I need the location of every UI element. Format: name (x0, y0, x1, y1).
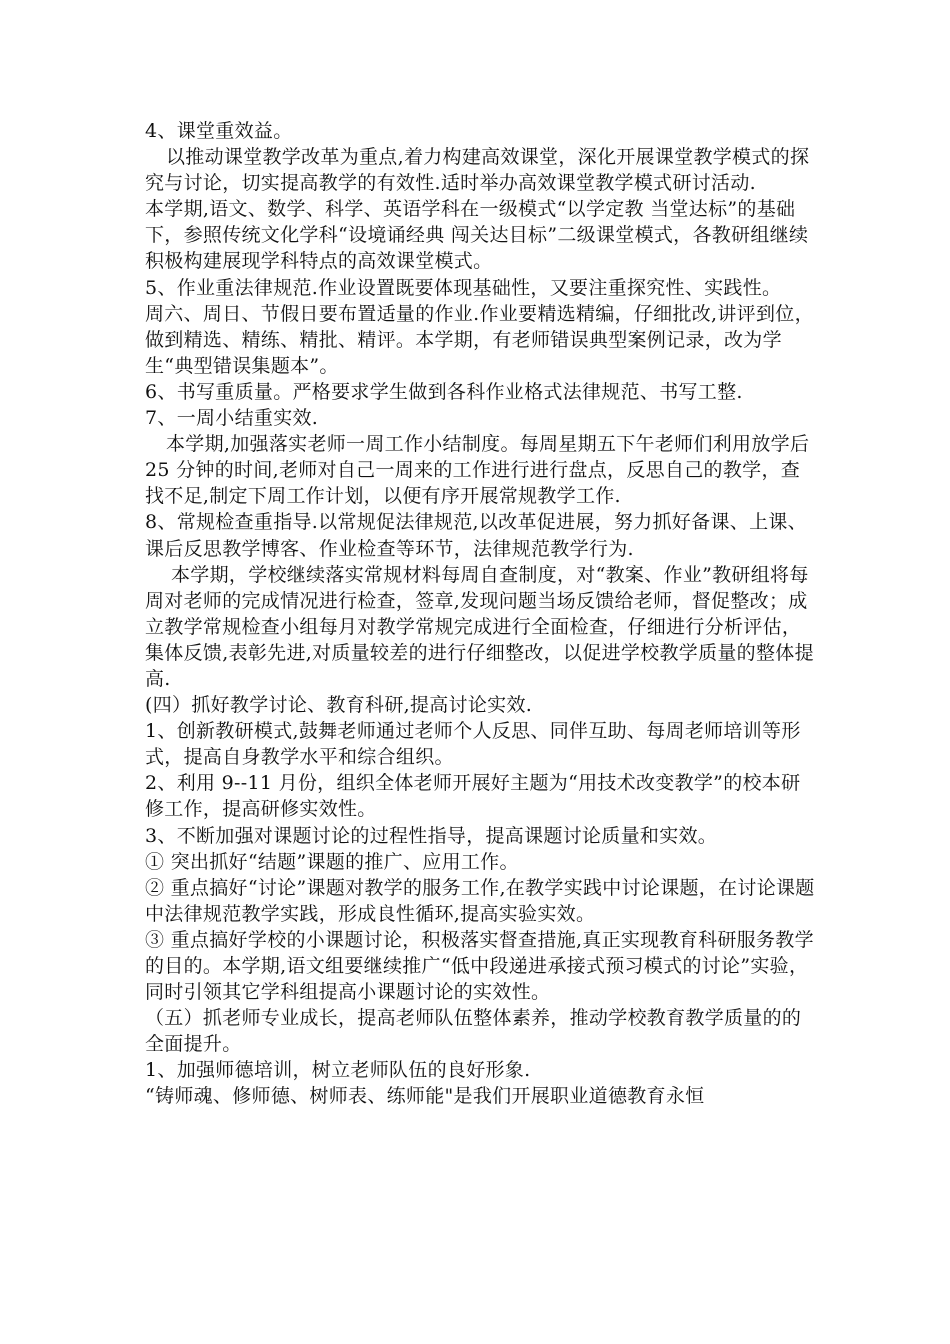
paragraph: 本学期,语文、数学、科学、英语学科在一级模式“以学定教 当堂达标”的基础下，参照传统文化学科“设境诵经典 闯关达目标”二级课堂模式，各教研组继续积极构建展现学科特点的高效课堂模式。 (145, 198, 809, 273)
paragraph: 以推动课堂教学改革为重点,着力构建高效课堂，深化开展课堂教学模式的探究与讨论，切实提高教学的有效性.适时举办高效课堂教学模式研讨活动. (145, 146, 810, 195)
section-heading-5: （五）抓老师专业成长，提高老师队伍整体素养，推动学校教育教学质量的的全面提升。 (145, 1007, 802, 1056)
paragraph: 本学期,加强落实老师一周工作小结制度。每周星期五下午老师们利用放学后 25 分钟的时间,老师对自己一周来的工作进行进行盘点，反思自己的教学，查找不足,制定下周工作计划，以便有序开展常规教学工作. (145, 433, 810, 508)
heading-item-6: 6、书写重质量。严格要求学生做到各科作业格式法律规范、书写工整. (145, 380, 743, 403)
heading-item-7: 7、一周小结重实效. (145, 407, 319, 430)
list-item: 3、不断加强对课题讨论的过程性指导，提高课题讨论质量和实效。 (145, 824, 718, 847)
heading-item-5: 5、作业重法律规范.作业设置既要体现基础性，又要注重探究性、实践性。 (145, 276, 782, 299)
list-item: 1、加强师德培训，树立老师队伍的良好形象. (145, 1059, 531, 1082)
paragraph: “铸师魂、修师德、树师表、练师能"是我们开展职业道德教育永恒 (145, 1085, 705, 1108)
sub-list-item: ① 突出抓好“结题”课题的推广、应用工作。 (145, 850, 519, 873)
heading-item-4: 4、课堂重效益。 (145, 120, 293, 142)
heading-item-8: 8、常规检查重指导.以常规促法律规范,以改革促进展，努力抓好备课、上课、课后反思教学博客、作业检查等环节，法律规范教学行为. (145, 511, 807, 560)
sub-list-item: ③ 重点搞好学校的小课题讨论，积极落实督查措施,真正实现教育科研服务教学的目的。本学期,语文组要继续推广“低中段递进承接式预习模式的讨论”实验，同时引领其它学科组提高小课题讨论的实效性。 (145, 928, 814, 1004)
document-body (145, 118, 815, 1110)
section-heading-4: (四）抓好教学讨论、教育科研,提高讨论实效. (145, 694, 533, 717)
paragraph: 周六、周日、节假日要布置适量的作业.作业要精选精编，仔细批改,讲评到位，做到精选、精练、精批、精评。本学期，有老师错误典型案例记录，改为学生“典型错误集题本”。 (145, 302, 814, 377)
sub-list-item: ② 重点搞好“讨论”课题对教学的服务工作,在教学实践中讨论课题，在讨论课题中法律规范教学实践，形成良性循环,提高实验实效。 (145, 876, 815, 925)
list-item: 1、创新教研模式,鼓舞老师通过老师个人反思、同伴互助、每周老师培训等形式，提高自身教学水平和综合组织。 (145, 720, 801, 769)
list-item: 2、利用 9--11 月份，组织全体老师开展好主题为“用技术改变教学”的校本研修工作，提高研修实效性。 (145, 772, 801, 821)
paragraph: 本学期，学校继续落实常规材料每周自查制度，对“教案、作业”教研组将每周对老师的完成情况进行检查，签章,发现问题当场反馈给老师，督促整改；成立教学常规检查小组每月对教学常规完成进行全面检查，仔细进行分析评估，集体反馈,表彰先进,对质量较差的进行仔细整改，以促进学校教学质量的整体提高. (145, 563, 814, 690)
